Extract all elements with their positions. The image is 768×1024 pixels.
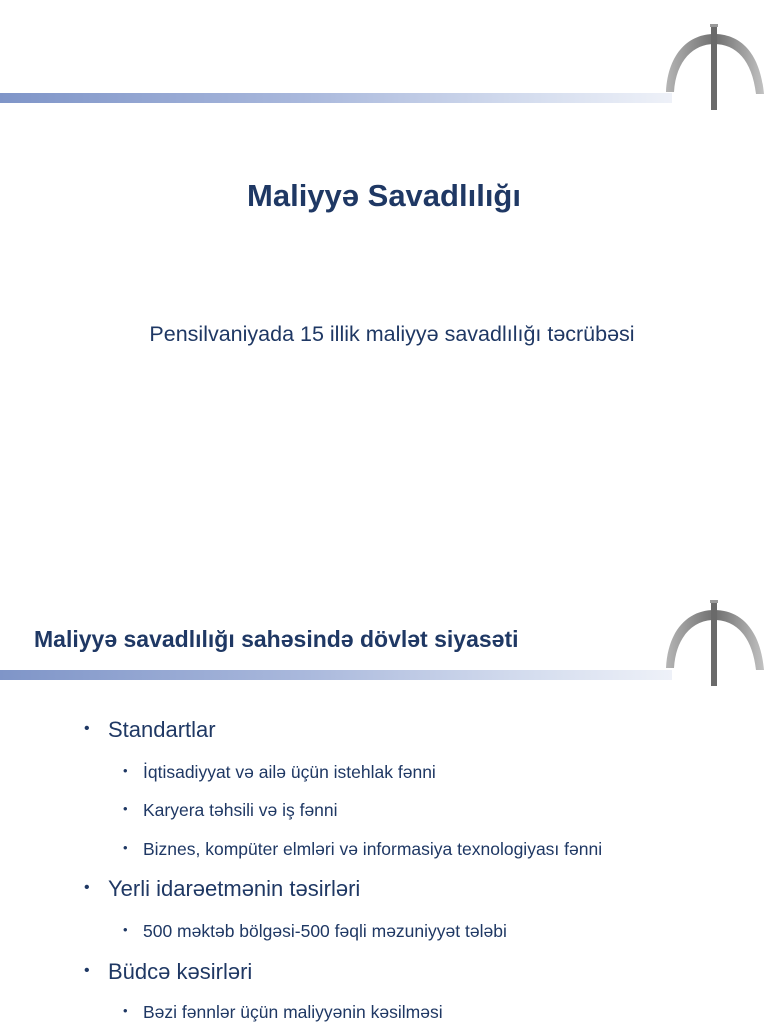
header-bar	[0, 670, 672, 680]
bullet-item	[84, 959, 253, 985]
sub-bullet-label: Karyera təhsili və iş fənni	[143, 800, 338, 820]
bullet-item	[84, 717, 216, 743]
bullet-label: Yerli idarəetmənin təsirləri	[108, 876, 361, 901]
bullet-item	[84, 876, 361, 902]
bullet-marker: •	[84, 720, 90, 737]
slide-title: Maliyyə Savadlılığı	[247, 178, 521, 213]
sub-bullet-item	[123, 921, 507, 942]
arch-logo-icon	[660, 598, 768, 690]
sub-bullet-item	[123, 839, 603, 860]
sub-bullet-item	[123, 800, 338, 821]
sub-bullet-label: Biznes, kompüter elmləri və informasiya texnologiyası fənni	[143, 839, 603, 859]
sub-bullet-label: Bəzi fənnlər üçün maliyyənin kəsilməsi	[143, 1002, 443, 1022]
slide-title: Maliyyə savadlılığı sahəsində dövlət siyasəti	[34, 626, 519, 652]
sub-bullet-label: İqtisadiyyat və ailə üçün istehlak fənni	[143, 762, 436, 782]
bullet-label: Büdcə kəsirləri	[108, 959, 253, 984]
bullet-marker: •	[84, 962, 90, 979]
content-slide	[0, 576, 768, 1024]
header-bar	[0, 93, 672, 103]
bullet-marker: •	[123, 840, 128, 855]
sub-bullet-item	[123, 1002, 443, 1023]
bullet-marker: •	[123, 801, 128, 816]
bullet-label: Standartlar	[108, 717, 216, 742]
arch-logo-icon	[660, 22, 768, 114]
sub-bullet-item	[123, 762, 436, 783]
bullet-marker: •	[84, 879, 90, 896]
bullet-marker: •	[123, 763, 128, 778]
slide-subtitle: Pensilvaniyada 15 illik maliyyə savadlılığı təcrübəsi	[149, 322, 635, 346]
bullet-marker: •	[123, 922, 128, 937]
sub-bullet-label: 500 məktəb bölgəsi-500 fəqli məzuniyyət tələbi	[143, 921, 507, 941]
bullet-marker: •	[123, 1003, 128, 1018]
